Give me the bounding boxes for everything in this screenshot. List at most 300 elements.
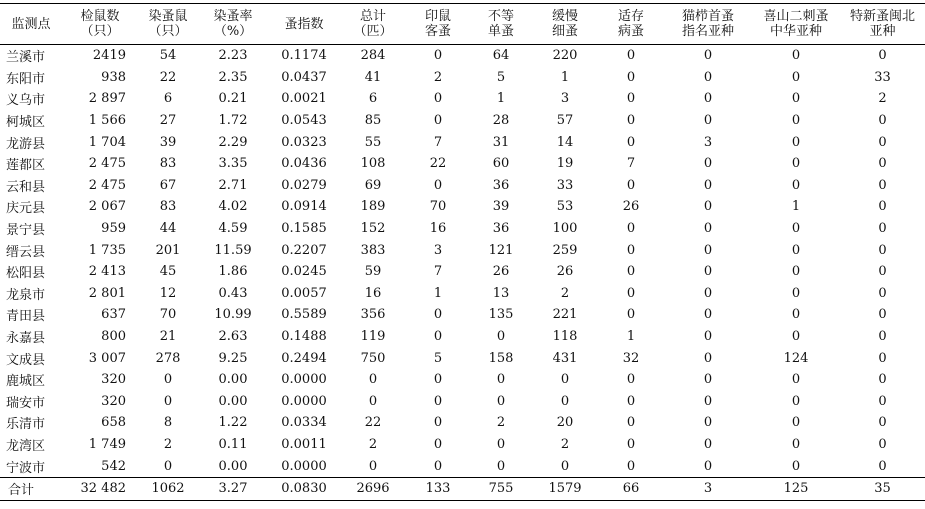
value-cell: 0 [791, 285, 801, 301]
value-cell: 0 [163, 458, 173, 474]
value-cell: 33 [556, 177, 574, 193]
value-cell: 0 [703, 415, 713, 431]
value-cell: 2 [368, 436, 378, 452]
value-cell: 0 [626, 393, 636, 409]
value-cell: 2.35 [218, 69, 248, 85]
value-cell: 28 [492, 113, 510, 129]
value-cell: 0 [626, 264, 636, 280]
header-infestation-rate: 染蚤率 （%） [198, 4, 268, 45]
value-cell: 0 [878, 177, 887, 193]
value-cell: 26 [492, 264, 510, 280]
value-cell: 220 [552, 48, 578, 64]
value-cell: 0 [703, 285, 713, 301]
value-cell: 0 [703, 177, 713, 193]
table-row [0, 45, 925, 67]
value-cell: 0.0000 [281, 372, 327, 388]
value-cell: 0 [791, 156, 801, 172]
value-cell: 0 [703, 264, 713, 280]
table-row [0, 153, 925, 175]
value-cell: 320 [101, 393, 126, 409]
table-row [0, 434, 925, 456]
value-cell: 100 [552, 221, 578, 237]
total-value-cell: 3.27 [198, 477, 268, 500]
value-cell: 31 [492, 134, 510, 150]
value-cell: 0.2494 [281, 350, 327, 366]
total-value-cell: 0.0830 [268, 477, 340, 500]
value-cell: 70 [159, 307, 177, 323]
value-cell: 0.0021 [281, 91, 327, 107]
value-cell: 0 [878, 264, 887, 280]
value-cell: 0.0000 [281, 393, 327, 409]
value-cell: 2 897 [88, 91, 126, 107]
value-cell: 0 [433, 436, 443, 452]
value-cell: 2 [560, 285, 570, 301]
value-cell: 0 [626, 113, 636, 129]
value-cell: 0 [791, 221, 801, 237]
value-cell: 0 [878, 329, 887, 345]
value-cell: 0 [791, 329, 801, 345]
value-cell: 0 [878, 242, 887, 258]
value-cell: 16 [364, 285, 382, 301]
value-cell: 2 475 [88, 156, 126, 172]
value-cell: 22 [364, 415, 382, 431]
value-cell: 0 [791, 458, 801, 474]
value-cell: 7 [433, 264, 443, 280]
value-cell: 0 [791, 436, 801, 452]
value-cell: 0 [878, 285, 887, 301]
value-cell: 0 [496, 436, 506, 452]
table-row [0, 175, 925, 197]
value-cell: 2.23 [218, 48, 248, 64]
value-cell: 11.59 [214, 242, 252, 258]
flea-survey-table [0, 3, 925, 501]
value-cell: 0 [878, 199, 887, 215]
header-nosopsyllus-nicanus: 适存 病蚤 [598, 4, 664, 45]
site-name-cell: 庆元县 [6, 201, 46, 217]
value-cell: 959 [101, 221, 126, 237]
value-cell: 0 [163, 393, 173, 409]
value-cell: 85 [364, 113, 382, 129]
value-cell: 70 [429, 199, 447, 215]
value-cell: 0 [703, 48, 713, 64]
value-cell: 0 [703, 350, 713, 366]
value-cell: 0.5589 [281, 307, 327, 323]
value-cell: 0.0914 [281, 199, 327, 215]
table-row [0, 196, 925, 218]
value-cell: 0 [791, 134, 801, 150]
value-cell: 0 [626, 69, 636, 85]
value-cell: 0 [433, 393, 443, 409]
site-name-cell: 松阳县 [6, 266, 46, 282]
total-value-cell: 755 [470, 477, 532, 500]
header-site: 监测点 [0, 4, 62, 45]
header-rats-examined: 检鼠数 （只） [62, 4, 138, 45]
value-cell: 320 [101, 372, 126, 388]
value-cell: 0 [791, 264, 801, 280]
value-cell: 0 [791, 307, 801, 323]
value-cell: 39 [492, 199, 510, 215]
value-cell: 0.1174 [281, 48, 327, 64]
value-cell: 0 [626, 48, 636, 64]
value-cell: 2 475 [88, 177, 126, 193]
value-cell: 0.0011 [281, 436, 327, 452]
value-cell: 0 [368, 458, 378, 474]
header-leptopsylla-segnis: 缓慢 细蚤 [532, 4, 598, 45]
value-cell: 0 [626, 242, 636, 258]
site-name-cell: 东阳市 [6, 71, 46, 87]
value-cell: 0 [433, 91, 443, 107]
table-row [0, 347, 925, 369]
value-cell: 55 [364, 134, 382, 150]
value-cell: 1 735 [88, 242, 126, 258]
value-cell: 0 [703, 221, 713, 237]
value-cell: 278 [155, 350, 181, 366]
value-cell: 938 [101, 69, 126, 85]
total-value-cell: 1579 [532, 477, 598, 500]
value-cell: 13 [492, 285, 510, 301]
value-cell: 2 413 [88, 264, 126, 280]
value-cell: 0.00 [218, 393, 248, 409]
value-cell: 124 [783, 350, 809, 366]
value-cell: 36 [492, 177, 510, 193]
site-name-cell: 龙泉市 [6, 287, 46, 303]
header-total-fleas: 总计 （匹） [340, 4, 406, 45]
value-cell: 39 [159, 134, 177, 150]
value-cell: 4.02 [218, 199, 248, 215]
header-row [0, 4, 925, 45]
value-cell: 1.22 [218, 415, 248, 431]
value-cell: 0 [791, 113, 801, 129]
value-cell: 0 [626, 458, 636, 474]
header-infested-rats: 染蚤鼠 （只） [138, 4, 198, 45]
value-cell: 1.72 [218, 113, 248, 129]
value-cell: 0 [878, 393, 887, 409]
value-cell: 19 [556, 156, 574, 172]
table-row [0, 239, 925, 261]
value-cell: 3.35 [218, 156, 248, 172]
value-cell: 221 [552, 307, 578, 323]
value-cell: 16 [429, 221, 447, 237]
value-cell: 3 [433, 242, 443, 258]
site-name-cell: 龙游县 [6, 136, 46, 152]
value-cell: 0.0334 [281, 415, 327, 431]
value-cell: 4.59 [218, 221, 248, 237]
table-row [0, 283, 925, 305]
value-cell: 152 [360, 221, 386, 237]
value-cell: 41 [364, 69, 382, 85]
table-row [0, 218, 925, 240]
value-cell: 0 [626, 285, 636, 301]
value-cell: 0 [496, 329, 506, 345]
value-cell: 83 [159, 199, 177, 215]
value-cell: 1 [626, 329, 636, 345]
value-cell: 44 [159, 221, 177, 237]
value-cell: 0.0245 [281, 264, 327, 280]
value-cell: 3 007 [88, 350, 126, 366]
site-name-cell: 义乌市 [6, 93, 46, 109]
value-cell: 0 [791, 177, 801, 193]
value-cell: 1 [496, 91, 506, 107]
value-cell: 0 [878, 307, 887, 323]
value-cell: 259 [552, 242, 578, 258]
value-cell: 0 [703, 156, 713, 172]
value-cell: 0.0057 [281, 285, 327, 301]
value-cell: 0 [433, 458, 443, 474]
value-cell: 0 [433, 48, 443, 64]
site-name-cell: 龙湾区 [6, 438, 46, 454]
header-flea-index: 蚤指数 [268, 4, 340, 45]
value-cell: 0 [433, 372, 443, 388]
value-cell: 57 [556, 113, 574, 129]
value-cell: 118 [552, 329, 578, 345]
value-cell: 0 [626, 372, 636, 388]
total-value-cell: 32 482 [62, 477, 138, 500]
value-cell: 0 [433, 177, 443, 193]
header-ctenocephalides-felis: 猫栉首蚤 指名亚种 [664, 4, 752, 45]
value-cell: 0.43 [218, 285, 248, 301]
value-cell: 0 [433, 329, 443, 345]
value-cell: 0 [626, 436, 636, 452]
value-cell: 2 067 [88, 199, 126, 215]
value-cell: 7 [433, 134, 443, 150]
site-name-cell: 兰溪市 [6, 50, 46, 66]
value-cell: 0 [496, 458, 506, 474]
value-cell: 0.0437 [281, 69, 327, 85]
value-cell: 0 [703, 199, 713, 215]
value-cell: 0.00 [218, 458, 248, 474]
value-cell: 0.00 [218, 372, 248, 388]
value-cell: 0.0436 [281, 156, 327, 172]
value-cell: 3 [703, 134, 713, 150]
total-row [0, 477, 925, 500]
value-cell: 0.0323 [281, 134, 327, 150]
value-cell: 0.2207 [281, 242, 327, 258]
value-cell: 2 [496, 415, 506, 431]
total-value-cell: 35 [840, 477, 925, 500]
total-value-cell: 3 [664, 477, 752, 500]
table-row [0, 261, 925, 283]
value-cell: 0.0279 [281, 177, 327, 193]
value-cell: 1 [560, 69, 570, 85]
header-xenopsylla-cheopis: 印鼠 客蚤 [406, 4, 470, 45]
value-cell: 0 [560, 393, 570, 409]
value-cell: 10.99 [214, 307, 252, 323]
value-cell: 5 [496, 69, 506, 85]
value-cell: 32 [622, 350, 640, 366]
site-name-cell: 缙云县 [6, 244, 46, 260]
value-cell: 8 [163, 415, 173, 431]
value-cell: 0 [626, 221, 636, 237]
total-value-cell: 133 [406, 477, 470, 500]
value-cell: 0 [878, 372, 887, 388]
value-cell: 800 [101, 329, 126, 345]
value-cell: 12 [159, 285, 177, 301]
value-cell: 2 [433, 69, 443, 85]
value-cell: 0 [703, 329, 713, 345]
value-cell: 0 [703, 307, 713, 323]
value-cell: 83 [159, 156, 177, 172]
value-cell: 6 [368, 91, 378, 107]
value-cell: 0 [626, 134, 636, 150]
value-cell: 0 [163, 372, 173, 388]
header-neopsylla-minpiensis: 特新蚤闽北 亚种 [840, 4, 925, 45]
table-row [0, 326, 925, 348]
value-cell: 0 [878, 221, 887, 237]
value-cell: 0 [368, 372, 378, 388]
value-cell: 0 [560, 372, 570, 388]
value-cell: 1 [791, 199, 801, 215]
value-cell: 0 [791, 372, 801, 388]
value-cell: 2.63 [218, 329, 248, 345]
value-cell: 119 [360, 329, 386, 345]
value-cell: 9.25 [218, 350, 248, 366]
value-cell: 0 [878, 436, 887, 452]
value-cell: 26 [622, 199, 640, 215]
header-frontopsylla-spadix: 喜山二刺蚤 中华亚种 [752, 4, 840, 45]
table-row [0, 131, 925, 153]
value-cell: 658 [101, 415, 126, 431]
value-cell: 3 [560, 91, 570, 107]
value-cell: 0 [626, 415, 636, 431]
value-cell: 0 [626, 177, 636, 193]
total-value-cell: 1062 [138, 477, 198, 500]
value-cell: 108 [360, 156, 386, 172]
site-name-cell: 柯城区 [6, 115, 46, 131]
value-cell: 0.1488 [281, 329, 327, 345]
value-cell: 0 [626, 91, 636, 107]
table-row [0, 88, 925, 110]
value-cell: 189 [360, 199, 386, 215]
value-cell: 0 [703, 91, 713, 107]
value-cell: 201 [155, 242, 181, 258]
site-name-cell: 景宁县 [6, 223, 46, 239]
value-cell: 22 [429, 156, 447, 172]
value-cell: 0.11 [218, 436, 248, 452]
value-cell: 0 [433, 307, 443, 323]
value-cell: 0.1585 [281, 221, 327, 237]
value-cell: 0 [560, 458, 570, 474]
value-cell: 0 [496, 372, 506, 388]
table-row [0, 110, 925, 132]
site-name-cell: 瑞安市 [6, 395, 46, 411]
value-cell: 431 [552, 350, 578, 366]
value-cell: 0 [496, 393, 506, 409]
total-value-cell: 2696 [340, 477, 406, 500]
value-cell: 20 [556, 415, 574, 431]
site-name-cell: 乐清市 [6, 417, 46, 433]
site-name-cell: 鹿城区 [6, 374, 46, 390]
value-cell: 2419 [92, 48, 126, 64]
site-name-cell: 青田县 [6, 309, 46, 325]
value-cell: 1 704 [88, 134, 126, 150]
value-cell: 750 [360, 350, 386, 366]
value-cell: 356 [360, 307, 386, 323]
value-cell: 36 [492, 221, 510, 237]
value-cell: 2 [163, 436, 173, 452]
value-cell: 1 749 [88, 436, 126, 452]
value-cell: 64 [492, 48, 510, 64]
table-row [0, 304, 925, 326]
value-cell: 60 [492, 156, 510, 172]
value-cell: 0 [433, 113, 443, 129]
value-cell: 135 [488, 307, 514, 323]
table-row [0, 412, 925, 434]
value-cell: 0 [878, 350, 887, 366]
value-cell: 0.21 [218, 91, 248, 107]
value-cell: 0 [878, 415, 887, 431]
value-cell: 0 [878, 113, 887, 129]
value-cell: 26 [556, 264, 574, 280]
value-cell: 0 [703, 393, 713, 409]
value-cell: 14 [556, 134, 574, 150]
value-cell: 0.0543 [281, 113, 327, 129]
value-cell: 121 [488, 242, 514, 258]
site-name-cell: 永嘉县 [6, 331, 46, 347]
site-name-cell: 云和县 [6, 179, 46, 195]
value-cell: 69 [364, 177, 382, 193]
value-cell: 0 [703, 69, 713, 85]
table-row [0, 369, 925, 391]
value-cell: 6 [163, 91, 173, 107]
value-cell: 0 [368, 393, 378, 409]
value-cell: 33 [874, 69, 891, 85]
table-row [0, 391, 925, 413]
value-cell: 2.29 [218, 134, 248, 150]
value-cell: 1.86 [218, 264, 248, 280]
total-label-cell: 合计 [0, 477, 62, 500]
value-cell: 0 [433, 415, 443, 431]
value-cell: 0 [703, 113, 713, 129]
value-cell: 1 [433, 285, 443, 301]
value-cell: 0 [878, 48, 887, 64]
value-cell: 0 [791, 48, 801, 64]
site-name-cell: 莲都区 [6, 158, 46, 174]
total-value-cell: 66 [598, 477, 664, 500]
value-cell: 0 [791, 91, 801, 107]
value-cell: 5 [433, 350, 443, 366]
value-cell: 67 [159, 177, 177, 193]
value-cell: 22 [159, 69, 177, 85]
value-cell: 27 [159, 113, 177, 129]
value-cell: 0.0000 [281, 458, 327, 474]
value-cell: 284 [360, 48, 386, 64]
value-cell: 0 [703, 372, 713, 388]
value-cell: 158 [488, 350, 514, 366]
table-row [0, 455, 925, 477]
value-cell: 0 [791, 69, 801, 85]
value-cell: 54 [159, 48, 177, 64]
table-row [0, 67, 925, 89]
value-cell: 2 [560, 436, 570, 452]
value-cell: 637 [101, 307, 126, 323]
site-name-cell: 文成县 [6, 352, 46, 368]
value-cell: 21 [159, 329, 177, 345]
value-cell: 1 566 [88, 113, 126, 129]
value-cell: 0 [791, 393, 801, 409]
value-cell: 2 [878, 91, 887, 107]
value-cell: 0 [878, 458, 887, 474]
table-body [0, 45, 925, 478]
value-cell: 0 [791, 415, 801, 431]
value-cell: 2 801 [88, 285, 126, 301]
value-cell: 59 [364, 264, 382, 280]
header-monopsyllus-anisus: 不等 单蚤 [470, 4, 532, 45]
value-cell: 0 [791, 242, 801, 258]
site-name-cell: 宁波市 [6, 460, 46, 476]
value-cell: 0 [703, 458, 713, 474]
value-cell: 0 [703, 436, 713, 452]
value-cell: 383 [360, 242, 386, 258]
